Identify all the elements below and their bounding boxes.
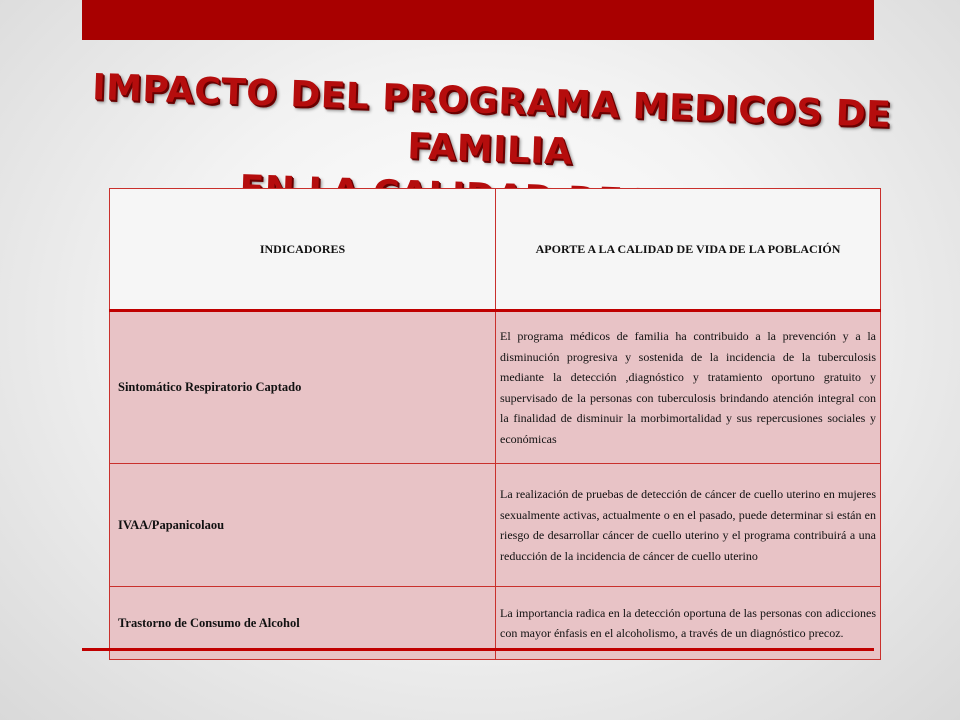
header-aporte: APORTE A LA CALIDAD DE VIDA DE LA POBLACIÓN xyxy=(496,189,881,311)
table-header-row xyxy=(110,189,881,311)
header-indicadores: INDICADORES xyxy=(110,189,496,311)
table-row xyxy=(110,464,881,587)
contribution-cell: La realización de pruebas de detección de cáncer de cuello uterino en mujeres sexualmente activas, actualmente o en el pasado, puede determinar si están en riesgo de desarrollar cáncer de cuello uterino y el programa contribuirá a una reducción de la incidencia de cáncer de cuello uterino xyxy=(496,464,881,587)
contribution-cell: La importancia radica en la detección oportuna de las personas con adicciones con mayor énfasis en el alcoholismo, a través de un diagnóstico precoz. xyxy=(496,587,881,660)
table-row xyxy=(110,311,881,464)
indicator-cell: IVAA/Papanicolaou xyxy=(110,464,496,587)
indicators-table-container xyxy=(109,188,880,660)
indicators-table xyxy=(109,188,881,660)
indicator-cell: Trastorno de Consumo de Alcohol xyxy=(110,587,496,660)
top-accent-bar xyxy=(82,0,874,40)
slide-title-line-1: IMPACTO DEL PROGRAMA MEDICOS DE FAMILIA xyxy=(91,67,892,173)
indicator-cell: Sintomático Respiratorio Captado xyxy=(110,311,496,464)
bottom-divider-line xyxy=(82,648,874,651)
contribution-cell: El programa médicos de familia ha contribuido a la prevención y a la disminución progresiva y sostenida de la incidencia de la tuberculosis mediante la detección ,diagnóstico y tratamiento oportuno gratuito y supervisado de la personas con tuberculosis brindando atención integral con la finalidad de disminuir la morbimortalidad y sus repercusiones sociales y económicas xyxy=(496,311,881,464)
